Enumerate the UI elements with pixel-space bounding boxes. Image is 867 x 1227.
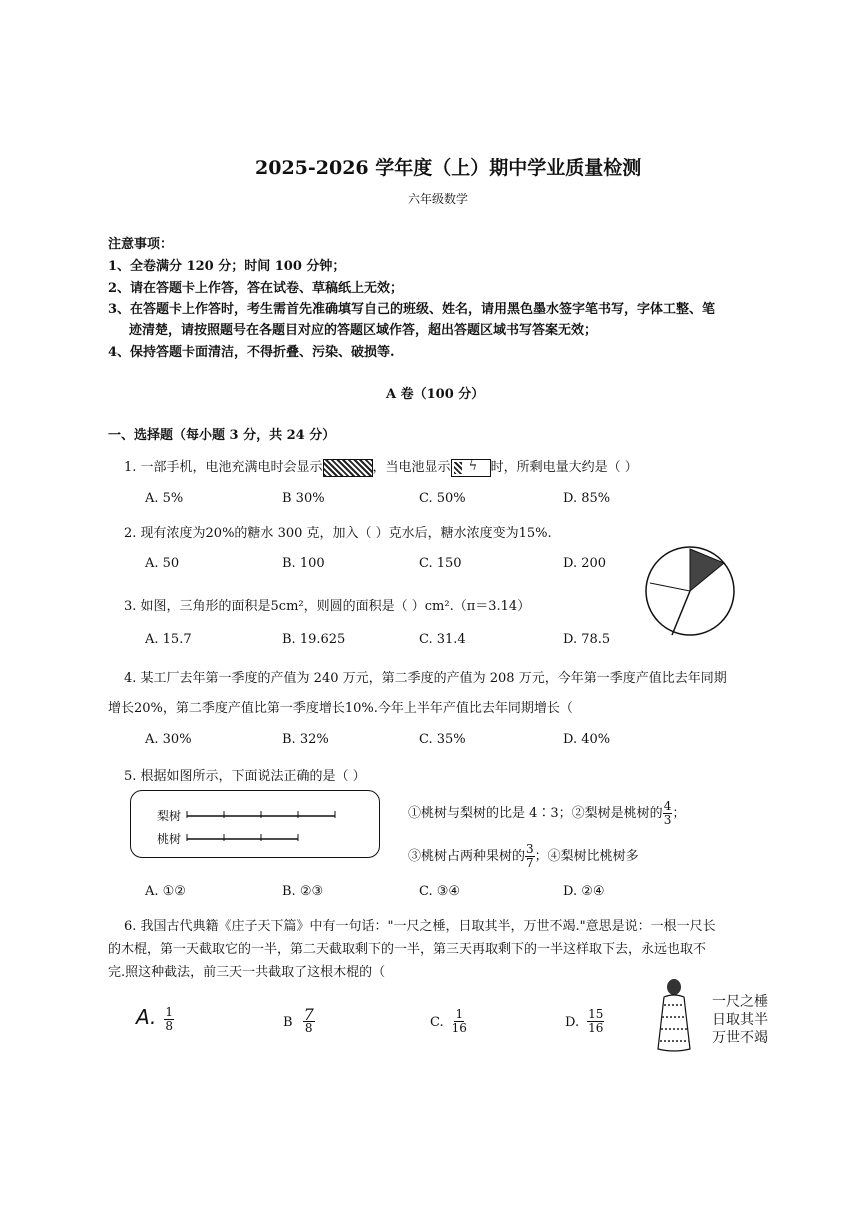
q3-option-c: C. 31.4 — [419, 632, 466, 647]
q1-option-a: A. 5% — [145, 491, 184, 506]
part-heading: 一、选择题（每小题 3 分，共 24 分） — [108, 428, 336, 443]
q1-text-a: 1. 一部手机，电池充满电时会显示 — [124, 460, 323, 475]
scholar-figure-illustration — [652, 975, 698, 1053]
q6-option-c: C. $\frac{1}{16}$ — [430, 1007, 467, 1035]
q3-option-d: D. 78.5 — [563, 632, 611, 647]
low-battery-icon: ϟ — [451, 459, 491, 477]
segment-bars — [185, 808, 345, 848]
question-6-line1: 6. 我国古代典籍《庄子天下篇》中有一句话："一尺之棰，日取其半，万世不竭."意思是说：一根一尺长 — [124, 919, 716, 934]
full-battery-icon — [323, 459, 373, 477]
question-6-line2: 的木棍，第一天截取它的一半，第二天截取剩下的一半，第三天再取剩下的一半这样取下去，永远也取不 — [108, 942, 707, 957]
q4-option-c: C. 35% — [419, 732, 466, 747]
question-4-line2: 增长20%，第二季度产值比第一季度增长10%.今年上半年产值比去年同期增长（ — [108, 701, 573, 716]
question-4-line1: 4. 某工厂去年第一季度的产值为 240 万元，第二季度的产值为 208 万元，今年第一季度产值比去年同期 — [124, 671, 727, 686]
q5-statements-3-4: ③桃树占两种果树的 $\frac{3}{7}$ ；④梨树比桃树多 — [408, 842, 639, 870]
q2-option-d: D. 200 — [563, 556, 607, 571]
question-5: 5. 根据如图所示，下面说法正确的是（ ） — [124, 769, 366, 784]
notes-heading: 注意事项： — [108, 237, 174, 252]
q6-option-b: B $\frac{7}{8}$ — [283, 1005, 314, 1035]
q6-option-a: A. $\frac{1}{8}$ — [136, 1005, 174, 1033]
circle-triangle-figure — [642, 543, 742, 643]
note-item: 1、全卷满分 120 分；时间 100 分钟； — [108, 259, 346, 274]
question-2: 2. 现有浓度为20%的糖水 300 克，加入（ ）克水后，糖水浓度变为15%. — [124, 526, 552, 541]
question-1 — [124, 456, 638, 477]
q3-option-a: A. 15.7 — [145, 632, 192, 647]
q1-text-b: ，当电池显示 — [372, 460, 451, 475]
q5-option-a: A. ①② — [145, 884, 186, 899]
peach-label: 桃树 — [157, 832, 182, 846]
note-item: 3、在答题卡上作答时，考生需首先准确填写自己的班级、姓名，请用黑色墨水签字笔书写，字体工整、笔 — [108, 302, 716, 317]
q1-option-d: D. 85% — [563, 491, 611, 506]
note-item: 2、请在答题卡上作答，答在试卷、草稿纸上无效； — [108, 281, 404, 296]
q1-text-c: 时，所剩电量大约是（ ） — [490, 460, 638, 475]
q3-option-b: B. 19.625 — [282, 632, 346, 647]
note-item: 迹清楚，请按照题号在各题目对应的答题区域作答，超出答题区域书写答案无效； — [129, 323, 598, 338]
q6-option-d: D. $\frac{15}{16}$ — [565, 1007, 604, 1035]
q4-option-a: A. 30% — [145, 732, 192, 747]
exam-title: 2025-2026 学年度（上）期中学业质量检测 — [255, 157, 642, 179]
fraction: $\frac{4}{3}$ — [663, 799, 672, 827]
q5-statements-1-2: ①桃树与梨树的比是 4∶3；②梨树是桃树的 $\frac{4}{3}$ ； — [408, 799, 686, 827]
q5-option-b: B. ②③ — [282, 884, 324, 899]
q2-option-b: B. 100 — [282, 556, 325, 571]
fraction: $\frac{3}{7}$ — [526, 842, 534, 870]
pear-label: 梨树 — [157, 809, 182, 823]
note-item: 4、保持答题卡面清洁，不得折叠、污染、破损等. — [108, 345, 395, 360]
q5-option-c: C. ③④ — [419, 884, 461, 899]
exam-subtitle: 六年级数学 — [408, 192, 469, 206]
ancient-quote: 一尺之棰 日取其半 万世不竭 — [712, 994, 768, 1046]
paper-heading: A 卷（100 分） — [386, 387, 485, 402]
q4-option-d: D. 40% — [563, 732, 611, 747]
q5-option-d: D. ②④ — [563, 884, 605, 899]
question-6-line3: 完.照这种截法，前三天一共截取了这根木棍的（ — [108, 965, 386, 980]
q1-option-c: C. 50% — [419, 491, 466, 506]
q2-option-a: A. 50 — [145, 556, 180, 571]
q1-option-b: B 30% — [282, 491, 325, 506]
q4-option-b: B. 32% — [282, 732, 329, 747]
q2-option-c: C. 150 — [419, 556, 462, 571]
question-3: 3. 如图，三角形的面积是5cm²，则圆的面积是（ ）cm².（π＝3.14） — [124, 599, 531, 614]
